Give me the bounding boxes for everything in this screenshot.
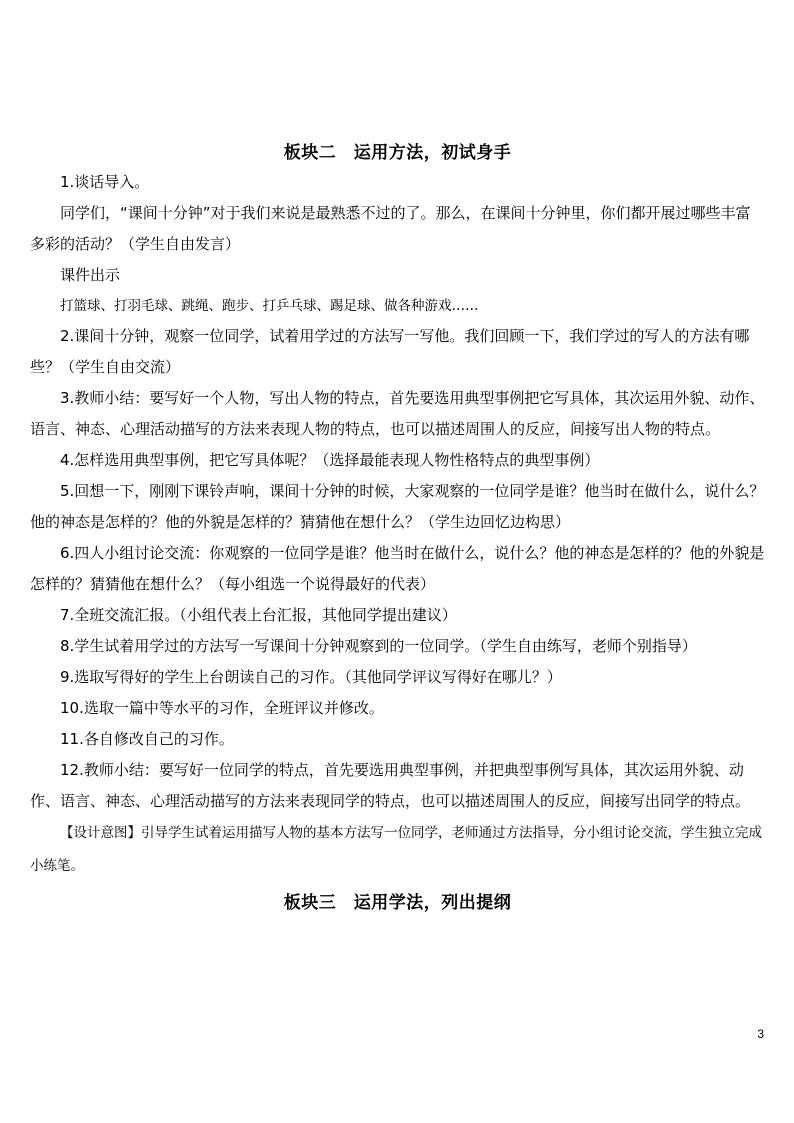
page-number: 3 (757, 1027, 764, 1041)
intro-step: 1.谈话导入。 (60, 173, 150, 191)
page-content (30, 139, 765, 917)
intro-paragraph: 同学们，“课间十分钟”对于我们来说是最熟悉不过的了。那么，在课间十分钟里，你们都开展过哪些丰富多彩的活动？（学生自由发言） (30, 204, 751, 253)
section-3-title: 板块三 运用学法，列出提纲 (283, 893, 512, 913)
step-10: 10.选取一篇中等水平的习作，全班评议并修改。 (60, 699, 384, 717)
step-8: 8.学生试着用学过的方法写一写课间十分钟观察到的一位同学。（学生自由练写，老师个别指导） (60, 637, 697, 655)
step-6: 6.四人小组讨论交流：你观察的一位同学是谁？他当时在做什么，说什么？他的神态是怎样的？他的外貌是怎样的？猜猜他在想什么？（每小组选一个说得最好的代表） (30, 544, 765, 593)
step-3: 3.教师小结：要写好一个人物，写出人物的特点，首先要选用典型事例把它写具体，其次运用外貌、动作、语言、神态、心理活动描写的方法来表现人物的特点，也可以描述周围人的反应，间接写出人物的特点。 (30, 389, 765, 438)
activities-list: 打篮球、打羽毛球、跳绳、跑步、打乒乓球、踢足球、做各种游戏…… (60, 298, 479, 314)
step-11: 11.各自修改自己的习作。 (60, 730, 234, 748)
step-4: 4.怎样选用典型事例，把它写具体呢？（选择最能表现人物性格特点的典型事例） (60, 451, 600, 469)
design-intent: 【设计意图】引导学生试着运用描写人物的基本方法写一位同学，老师通过方法指导，分小组讨论交流，学生独立完成小练笔。 (30, 825, 762, 874)
step-2: 2.课间十分钟，观察一位同学，试着用学过的方法写一写他。我们回顾一下，我们学过的写人的方法有哪些？（学生自由交流） (30, 327, 750, 376)
courseware-label: 课件出示 (60, 266, 121, 284)
step-9: 9.选取写得好的学生上台朗读自己的习作。（其他同学评议写得好在哪儿？） (60, 668, 562, 686)
section-2-title: 板块二 运用方法，初试身手 (283, 143, 512, 163)
step-12: 12.教师小结：要写好一位同学的特点，首先要选用典型事例，并把典型事例写具体，其次运用外貌、动作、语言、神态、心理活动描写的方法来表现同学的特点，也可以描述周围人的反应，间接写出同学的特点。 (30, 761, 751, 810)
step-7: 7.全班交流汇报。（小组代表上台汇报，其他同学提出建议） (60, 606, 457, 624)
step-5: 5.回想一下，刚刚下课铃声响，课间十分钟的时候，大家观察的一位同学是谁？他当时在做什么，说什么？他的神态是怎样的？他的外貌是怎样的？猜猜他在想什么？（学生边回忆边构思） (30, 482, 765, 531)
